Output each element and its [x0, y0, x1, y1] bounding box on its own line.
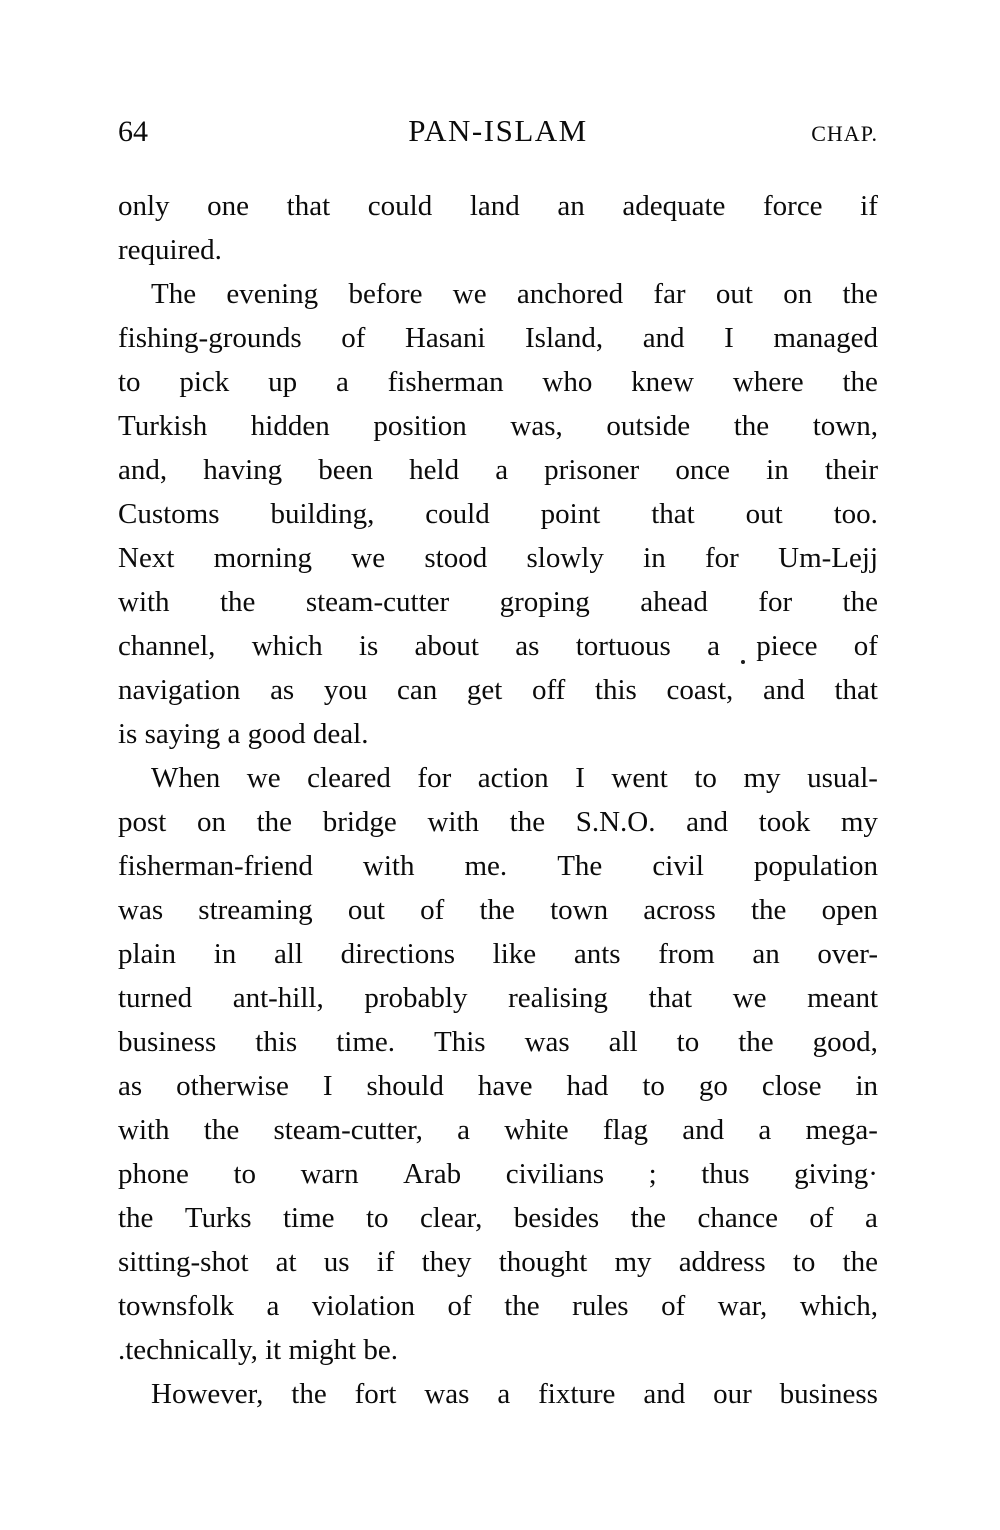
- running-title: PAN-ISLAM: [408, 113, 588, 148]
- text-line: required.: [118, 234, 222, 266]
- text-line: Turkish hidden position was, outside the town,: [118, 410, 878, 442]
- text-line: plain in all directions like ants from an over-: [118, 938, 878, 970]
- text-line: navigation as you can get off this coast, and that: [118, 674, 878, 706]
- text-line: .technically, it might be.: [118, 1334, 398, 1366]
- text-line: and, having been held a prisoner once in their: [118, 454, 878, 486]
- text-line: The evening before we anchored far out on the: [151, 278, 878, 310]
- running-header: [118, 113, 878, 149]
- text-line: channel, which is about as tortuous a piece of: [118, 630, 878, 662]
- text-line: turned ant-hill, probably realising that we meant: [118, 982, 878, 1014]
- text-line: only one that could land an adequate force if: [118, 190, 878, 222]
- text-line: townsfolk a violation of the rules of war, which,: [118, 1290, 878, 1322]
- text-line: post on the bridge with the S.N.O. and took my: [118, 806, 878, 838]
- text-line: with the steam-cutter groping ahead for the: [118, 586, 878, 618]
- text-line: sitting-shot at us if they thought my address to the: [118, 1246, 878, 1278]
- page-number: 64: [118, 115, 148, 148]
- text-line: to pick up a fisherman who knew where the: [118, 366, 878, 398]
- text-line: is saying a good deal.: [118, 718, 369, 750]
- text-line: as otherwise I should have had to go close in: [118, 1070, 878, 1102]
- text-line: business this time. This was all to the good,: [118, 1026, 878, 1058]
- text-line: phone to warn Arab civilians ; thus giving·: [118, 1158, 878, 1190]
- text-line: When we cleared for action I went to my usual-: [151, 762, 878, 794]
- chapter-marker: CHAP.: [811, 121, 878, 146]
- ink-speck: [741, 660, 745, 664]
- text-line: with the steam-cutter, a white flag and a mega-: [118, 1114, 878, 1146]
- text-block: [118, 184, 878, 1416]
- text-line: fishing-grounds of Hasani Island, and I managed: [118, 322, 878, 354]
- text-line: Next morning we stood slowly in for Um-Lejj: [118, 542, 878, 574]
- text-line: fisherman-friend with me. The civil population: [118, 850, 878, 882]
- text-line: Customs building, could point that out too.: [118, 498, 878, 530]
- text-line: was streaming out of the town across the open: [118, 894, 878, 926]
- text-line: the Turks time to clear, besides the chance of a: [118, 1202, 878, 1234]
- text-line: However, the fort was a fixture and our business: [151, 1378, 878, 1410]
